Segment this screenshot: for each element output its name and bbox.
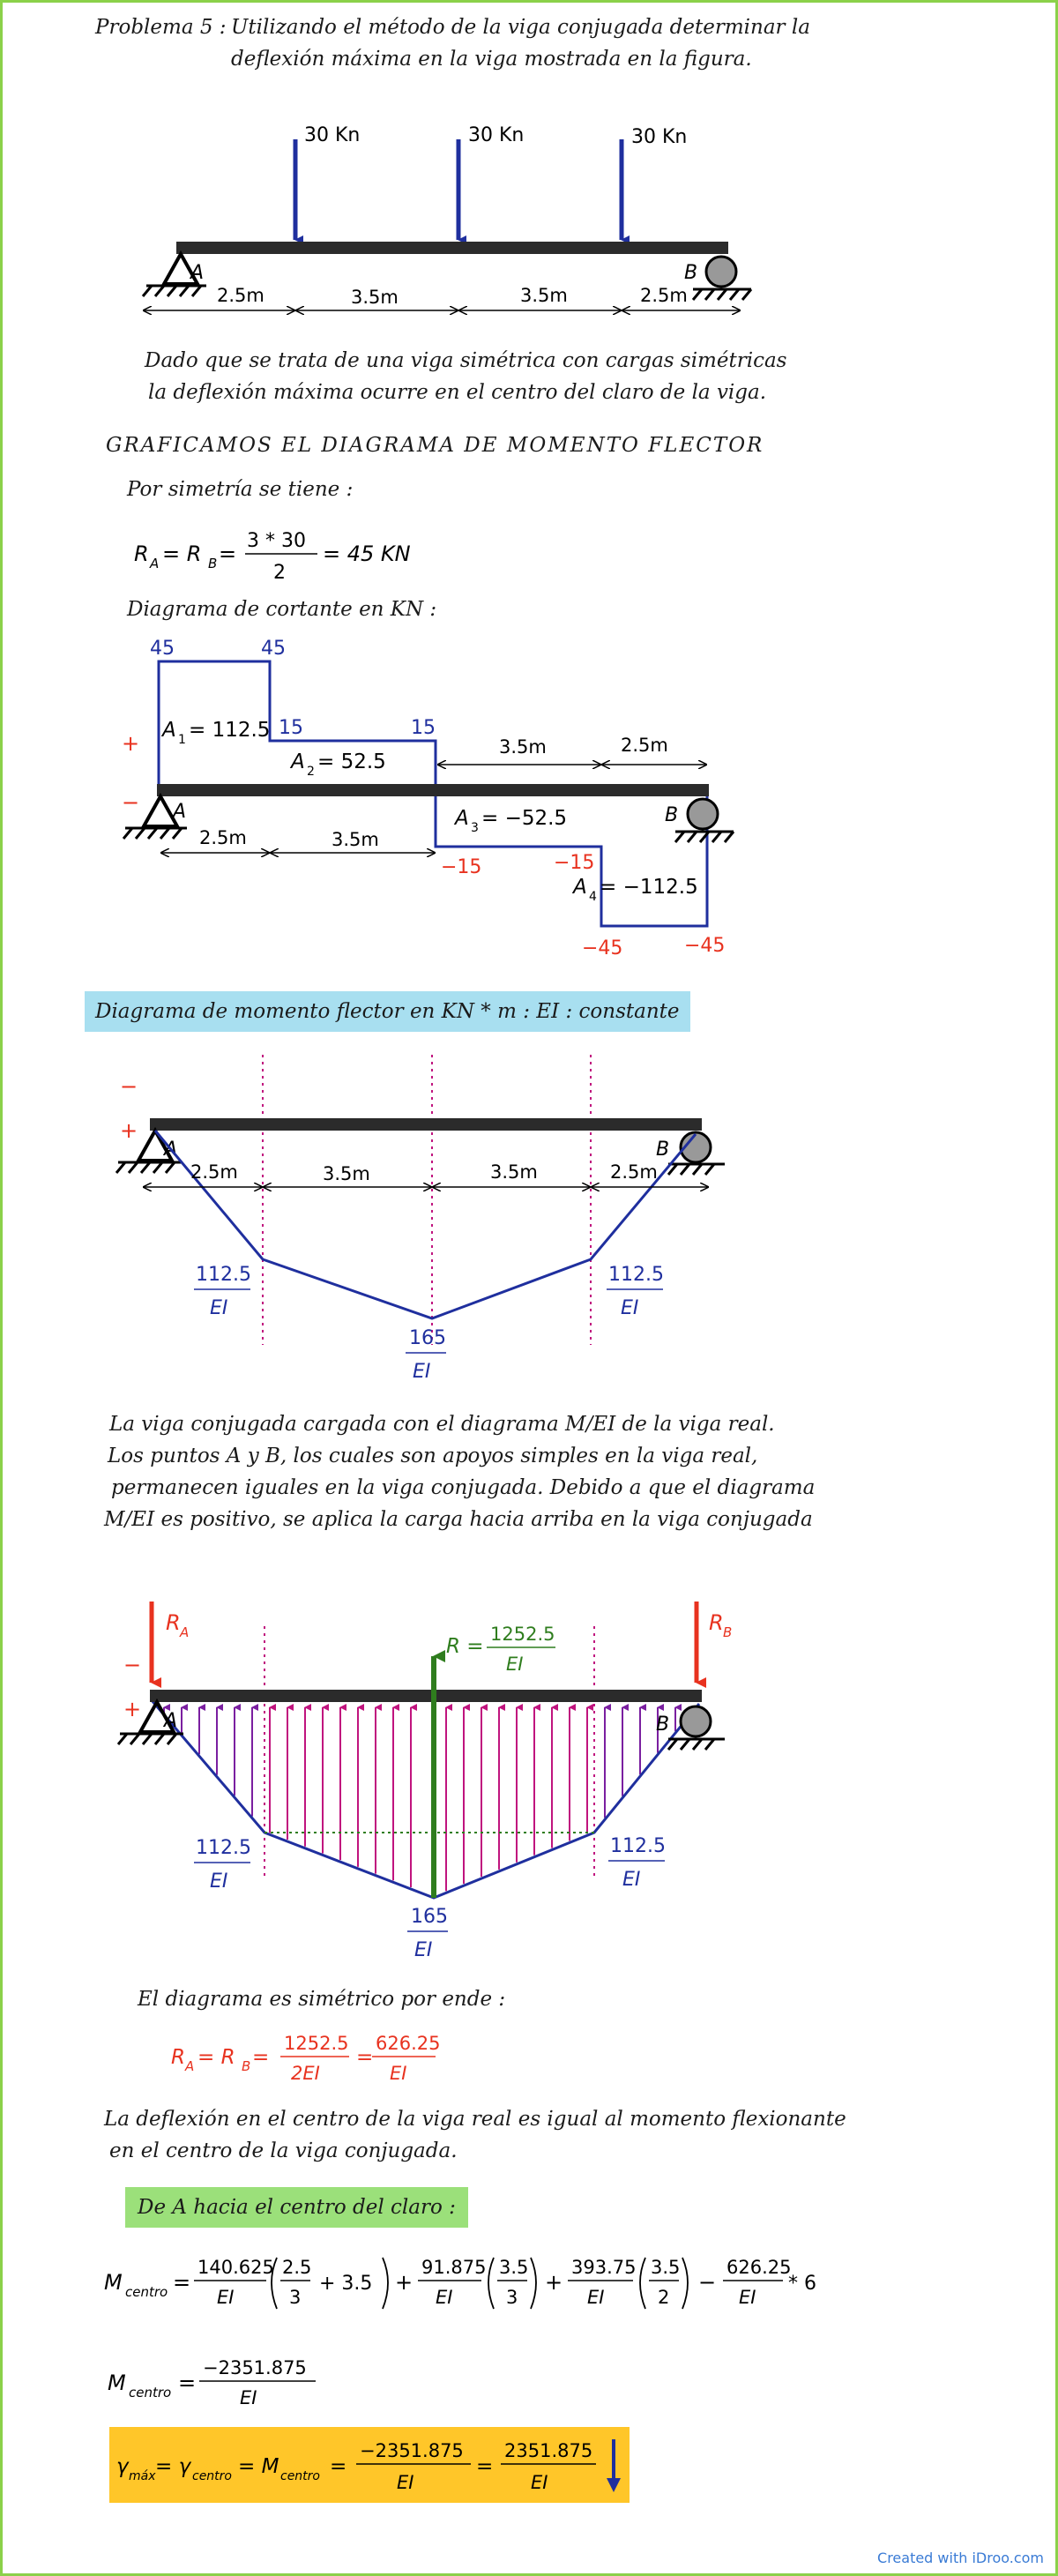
load-label-1: 30 Kn [304, 124, 361, 146]
svg-text:+: + [545, 2270, 563, 2295]
svg-text:EI: EI [506, 1654, 524, 1675]
moment-curve [155, 1131, 696, 1318]
svg-text:−15: −15 [554, 852, 595, 874]
svg-text:A: A [180, 1624, 190, 1640]
svg-text:3: 3 [506, 2287, 518, 2308]
svg-text:EI: EI [414, 1939, 433, 1961]
loaded-beam-svg [0, 115, 1058, 326]
svg-text:3.5m: 3.5m [499, 736, 547, 758]
svg-text:+: + [120, 1118, 138, 1143]
dim-2: 3.5m [351, 287, 399, 308]
svg-text:+ 3.5: + 3.5 [319, 2273, 373, 2295]
svg-text:165: 165 [409, 1327, 446, 1349]
svg-text:2: 2 [307, 765, 315, 779]
support-a-label: A [190, 262, 205, 284]
svg-text:EI: EI [240, 2387, 257, 2408]
svg-text:3.5m: 3.5m [332, 829, 379, 850]
note-line-1: Dado que se trata de una viga simétrica con cargas simétricas [145, 349, 787, 372]
svg-text:EI: EI [397, 2472, 414, 2493]
sym-text: El diagrama es simétrico por ende : [138, 1988, 506, 2011]
svg-text:2.5m: 2.5m [610, 1161, 658, 1183]
loaded-beam-figure [0, 115, 1058, 326]
svg-text:−: − [698, 2270, 717, 2295]
svg-text:=: = [173, 2270, 191, 2295]
final-result-box [109, 2427, 630, 2503]
shear-diagram [0, 631, 1058, 966]
conj-text-1: La viga conjugada cargada con el diagrama M/EI de la viga real. [109, 1413, 775, 1436]
svg-text:R: R [166, 1610, 181, 1635]
svg-text:2.5m: 2.5m [190, 1161, 238, 1183]
roller-support-b [706, 257, 736, 287]
note-line-2: la deflexión máxima ocurre en el centro del claro de la viga. [148, 381, 767, 404]
svg-text:A: A [455, 807, 469, 830]
svg-text:112.5: 112.5 [196, 1837, 251, 1859]
svg-text:= −112.5: = −112.5 [600, 876, 698, 899]
m-centro-equation [104, 2245, 827, 2328]
moment-diagram [0, 1049, 1058, 1402]
deflection-text-2: en el centro de la viga conjugada. [109, 2139, 458, 2162]
svg-text:A: A [185, 2058, 195, 2074]
load-label-3: 30 Kn [631, 126, 688, 148]
svg-text:= −52.5: = −52.5 [481, 807, 568, 830]
svg-text:= 112.5: = 112.5 [189, 719, 271, 742]
svg-text:= M: = M [238, 2455, 279, 2478]
svg-text:2: 2 [658, 2287, 670, 2308]
shear-title: Diagrama de cortante en KN : [127, 598, 437, 621]
svg-text:A: A [291, 750, 305, 773]
svg-text:EI: EI [210, 1870, 228, 1893]
dim-1: 2.5m [217, 285, 264, 306]
svg-text:A: A [573, 876, 587, 899]
svg-text:1252.5: 1252.5 [490, 1624, 555, 1645]
support-b-label: B [684, 262, 698, 284]
svg-text:B: B [723, 1624, 733, 1640]
moment-diagram-svg [0, 1049, 1058, 1402]
problem-line-2: deflexión máxima en la viga mostrada en la figura. [231, 48, 752, 71]
svg-text:3.5m: 3.5m [490, 1161, 538, 1183]
section-moment-title: GRAFICAMOS EL DIAGRAMA DE MOMENTO FLECTOR [106, 434, 764, 457]
svg-text:2351.875: 2351.875 [504, 2440, 593, 2461]
svg-text:−15: −15 [441, 856, 482, 878]
svg-text:centro: centro [125, 2284, 168, 2300]
svg-text:=: = [252, 2046, 270, 2069]
problem-line-1: Utilizando el método de la viga conjugada determinar la [231, 16, 810, 39]
svg-text:= R: = R [162, 541, 202, 566]
svg-text:A: A [173, 801, 187, 823]
svg-text:γ: γ [116, 2455, 129, 2478]
svg-text:B: B [665, 804, 679, 826]
dim-4: 2.5m [640, 285, 688, 306]
deflection-text-1: La deflexión en el centro de la viga real es igual al momento flexionante [104, 2108, 846, 2131]
svg-text:EI: EI [390, 2063, 407, 2084]
svg-text:140.625: 140.625 [197, 2257, 274, 2278]
svg-text:165: 165 [411, 1906, 448, 1928]
conj-text-4: M/EI es positivo, se aplica la carga hacia arriba en la viga conjugada [104, 1508, 813, 1531]
svg-text:−45: −45 [582, 937, 623, 959]
svg-text:A: A [164, 1139, 178, 1161]
svg-text:−: − [120, 1074, 138, 1099]
svg-text:B: B [208, 556, 218, 571]
svg-text:EI: EI [413, 1361, 431, 1383]
svg-text:393.75: 393.75 [571, 2257, 637, 2278]
svg-text:+: + [123, 1697, 142, 1721]
shear-minus-sign: − [122, 790, 140, 815]
svg-text:626.25: 626.25 [726, 2257, 792, 2278]
svg-text:112.5: 112.5 [608, 1264, 664, 1286]
from-a-label: De A hacia el centro del claro : [125, 2187, 468, 2228]
svg-text:EI: EI [210, 1297, 228, 1319]
svg-text:112.5: 112.5 [610, 1835, 666, 1857]
m-centro-result [108, 2346, 337, 2429]
svg-text:centro: centro [280, 2469, 320, 2483]
svg-text:= 45 KN: = 45 KN [323, 541, 411, 566]
svg-text:2.5: 2.5 [282, 2257, 312, 2278]
svg-text:R =: R = [446, 1635, 484, 1658]
svg-text:centro: centro [129, 2385, 172, 2401]
svg-text:B: B [242, 2058, 251, 2074]
svg-text:−45: −45 [684, 935, 726, 957]
svg-text:A: A [162, 719, 176, 742]
conjugate-beam-svg [0, 1587, 1058, 1975]
svg-text:3 * 30: 3 * 30 [247, 530, 306, 552]
svg-text:4: 4 [589, 890, 597, 904]
ra-rb-equation [171, 2025, 488, 2099]
svg-text:=: = [178, 2371, 197, 2395]
svg-text:M: M [104, 2270, 123, 2295]
footer-credit: Created with iDroo.com [877, 2550, 1044, 2566]
shear-diagram-svg [0, 631, 1058, 966]
svg-text:=: = [330, 2455, 347, 2478]
svg-text:3: 3 [471, 821, 479, 835]
svg-text:EI: EI [436, 2287, 453, 2308]
svg-text:B: B [656, 1139, 670, 1161]
svg-text:3.5: 3.5 [651, 2257, 681, 2278]
svg-text:centro: centro [192, 2469, 232, 2483]
svg-text:1252.5: 1252.5 [284, 2033, 349, 2054]
svg-text:máx: máx [129, 2469, 156, 2483]
svg-text:112.5: 112.5 [196, 1264, 251, 1286]
svg-text:2.5m: 2.5m [621, 735, 668, 756]
reactions-equation [132, 520, 485, 591]
svg-text:M: M [108, 2371, 126, 2395]
svg-text:A: A [150, 556, 160, 571]
svg-text:R: R [134, 541, 149, 566]
load-label-2: 30 Kn [468, 124, 525, 146]
shear-plus-sign: + [122, 731, 140, 756]
svg-text:EI: EI [621, 1297, 639, 1319]
svg-text:EI: EI [587, 2287, 605, 2308]
svg-text:= γ: = γ [155, 2455, 191, 2478]
svg-text:45: 45 [150, 638, 175, 660]
svg-text:2EI: 2EI [291, 2063, 320, 2084]
svg-text:=: = [356, 2046, 374, 2069]
svg-text:91.875: 91.875 [421, 2257, 487, 2278]
moment-title: Diagrama de momento flector en KN * m : EI : constante [85, 991, 690, 1032]
svg-text:= 52.5: = 52.5 [317, 750, 386, 773]
svg-text:EI: EI [217, 2287, 235, 2308]
symmetry-text: Por simetría se tiene : [127, 478, 354, 501]
svg-text:A: A [164, 1710, 178, 1732]
svg-text:+: + [395, 2270, 414, 2295]
beam [176, 242, 728, 254]
svg-text:EI: EI [739, 2287, 756, 2308]
svg-text:15: 15 [279, 717, 303, 739]
svg-text:−: − [123, 1653, 142, 1677]
dim-3: 3.5m [520, 285, 568, 306]
conjugate-beam-diagram [0, 1587, 1058, 1975]
svg-text:3.5: 3.5 [499, 2257, 529, 2278]
svg-text:2.5m: 2.5m [199, 827, 247, 848]
svg-text:EI: EI [622, 1869, 641, 1891]
svg-text:−2351.875: −2351.875 [203, 2357, 307, 2378]
svg-text:=: = [219, 541, 237, 566]
svg-text:EI: EI [531, 2472, 548, 2493]
svg-text:3: 3 [289, 2287, 302, 2308]
conj-text-2: Los puntos A y B, los cuales son apoyos simples en la viga real, [108, 1445, 758, 1467]
svg-text:B: B [656, 1714, 670, 1736]
svg-text:−2351.875: −2351.875 [360, 2440, 464, 2461]
problem-label: Problema 5 : [95, 16, 227, 39]
shear-beam [157, 784, 709, 796]
svg-text:1: 1 [178, 733, 186, 747]
svg-text:R: R [171, 2046, 185, 2069]
svg-text:45: 45 [261, 638, 286, 660]
svg-text:= R: = R [197, 2046, 235, 2069]
conj-text-3: permanecen iguales en la viga conjugada. Debido a que el diagrama [111, 1476, 816, 1499]
svg-text:15: 15 [411, 717, 436, 739]
svg-text:=: = [476, 2455, 494, 2478]
svg-text:626.25: 626.25 [376, 2033, 441, 2054]
svg-text:* 6: * 6 [788, 2273, 816, 2295]
svg-text:R: R [709, 1610, 724, 1635]
svg-text:3.5m: 3.5m [323, 1163, 370, 1184]
svg-text:2: 2 [273, 562, 286, 584]
